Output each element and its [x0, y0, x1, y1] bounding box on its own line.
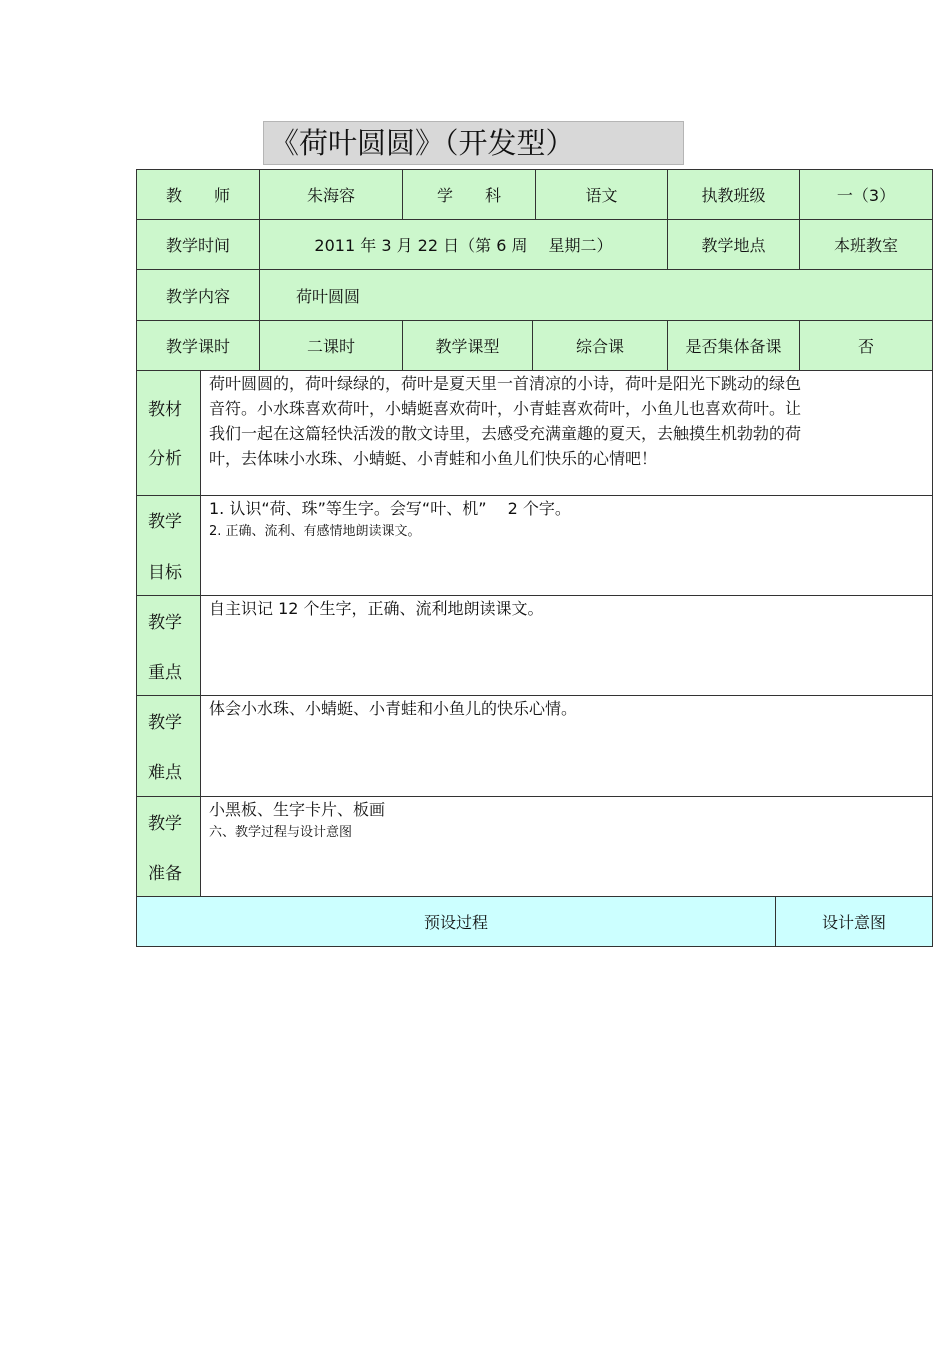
key-line: 自主识记 12 个生字，正确、流利地朗读课文。 [209, 599, 544, 618]
place-label: 教学地点 [667, 219, 800, 270]
goals-content [200, 495, 933, 596]
page-title: 《荷叶圆圆》（开发型） [263, 121, 684, 165]
difficulty-line: 体会小水珠、小蜻蜓、小青蛙和小鱼儿的快乐心情。 [209, 699, 578, 718]
goals-label-1: 教学 [148, 512, 182, 532]
preparation-line: 六、教学过程与设计意图 [209, 825, 353, 840]
analysis-label-2: 分析 [148, 449, 182, 469]
type-label: 教学课型 [402, 320, 533, 371]
goals-label [136, 495, 201, 596]
content-value: 荷叶圆圆 [259, 269, 933, 321]
process-header: 预设过程 [136, 896, 776, 947]
goals-line: 2. 正确、流利、有感情地朗读课文。 [209, 524, 421, 539]
time-value: 2011 年 3 月 22 日（第 6 周 星期二） [259, 219, 668, 270]
analysis-line: 音符。小水珠喜欢荷叶，小蜻蜓喜欢荷叶，小青蛙喜欢荷叶，小鱼儿也喜欢荷叶。让 [209, 399, 802, 418]
analysis-label-1: 教材 [148, 400, 182, 420]
analysis-content [200, 370, 933, 496]
key-label-2: 重点 [148, 663, 182, 683]
analysis-line: 荷叶圆圆的，荷叶绿绿的，荷叶是夏天里一首清凉的小诗，荷叶是阳光下跳动的绿色 [209, 374, 802, 393]
goals-line: 1. 认识“荷、珠”等生字。会写“叶、机” 2 个字。 [209, 499, 571, 518]
analysis-label [136, 370, 201, 496]
goals-label-2: 目标 [148, 563, 182, 583]
hours-value: 二课时 [259, 320, 403, 371]
preparation-line: 小黑板、生字卡片、板画 [209, 800, 386, 819]
type-value: 综合课 [532, 320, 668, 371]
difficulty-label-2: 难点 [148, 763, 182, 783]
preparation-content [200, 796, 933, 897]
preparation-label-1: 教学 [148, 814, 182, 834]
teacher-value: 朱海容 [259, 169, 403, 220]
intent-header: 设计意图 [775, 896, 933, 947]
subject-label: 学 科 [402, 169, 536, 220]
place-value: 本班教室 [799, 219, 933, 270]
key-label-1: 教学 [148, 613, 182, 633]
time-label: 教学时间 [136, 219, 260, 270]
subject-value: 语文 [535, 169, 668, 220]
difficulty-content [200, 695, 933, 797]
analysis-line: 我们一起在这篇轻快活泼的散文诗里，去感受充满童趣的夏天，去触摸生机勃勃的荷 [209, 424, 802, 443]
content-label: 教学内容 [136, 269, 260, 321]
preparation-label-2: 准备 [148, 864, 182, 884]
teacher-label: 教 师 [136, 169, 260, 220]
analysis-line: 叶，去体味小水珠、小蜻蜓、小青蛙和小鱼儿们快乐的心情吧！ [209, 449, 658, 468]
difficulty-label-1: 教学 [148, 713, 182, 733]
hours-label: 教学课时 [136, 320, 260, 371]
key-content [200, 595, 933, 696]
preparation-label [136, 796, 201, 897]
difficulty-label [136, 695, 201, 797]
class-label: 执教班级 [667, 169, 800, 220]
collective-value: 否 [799, 320, 933, 371]
collective-label: 是否集体备课 [667, 320, 800, 371]
key-label [136, 595, 201, 696]
class-value: 一（3） [799, 169, 933, 220]
